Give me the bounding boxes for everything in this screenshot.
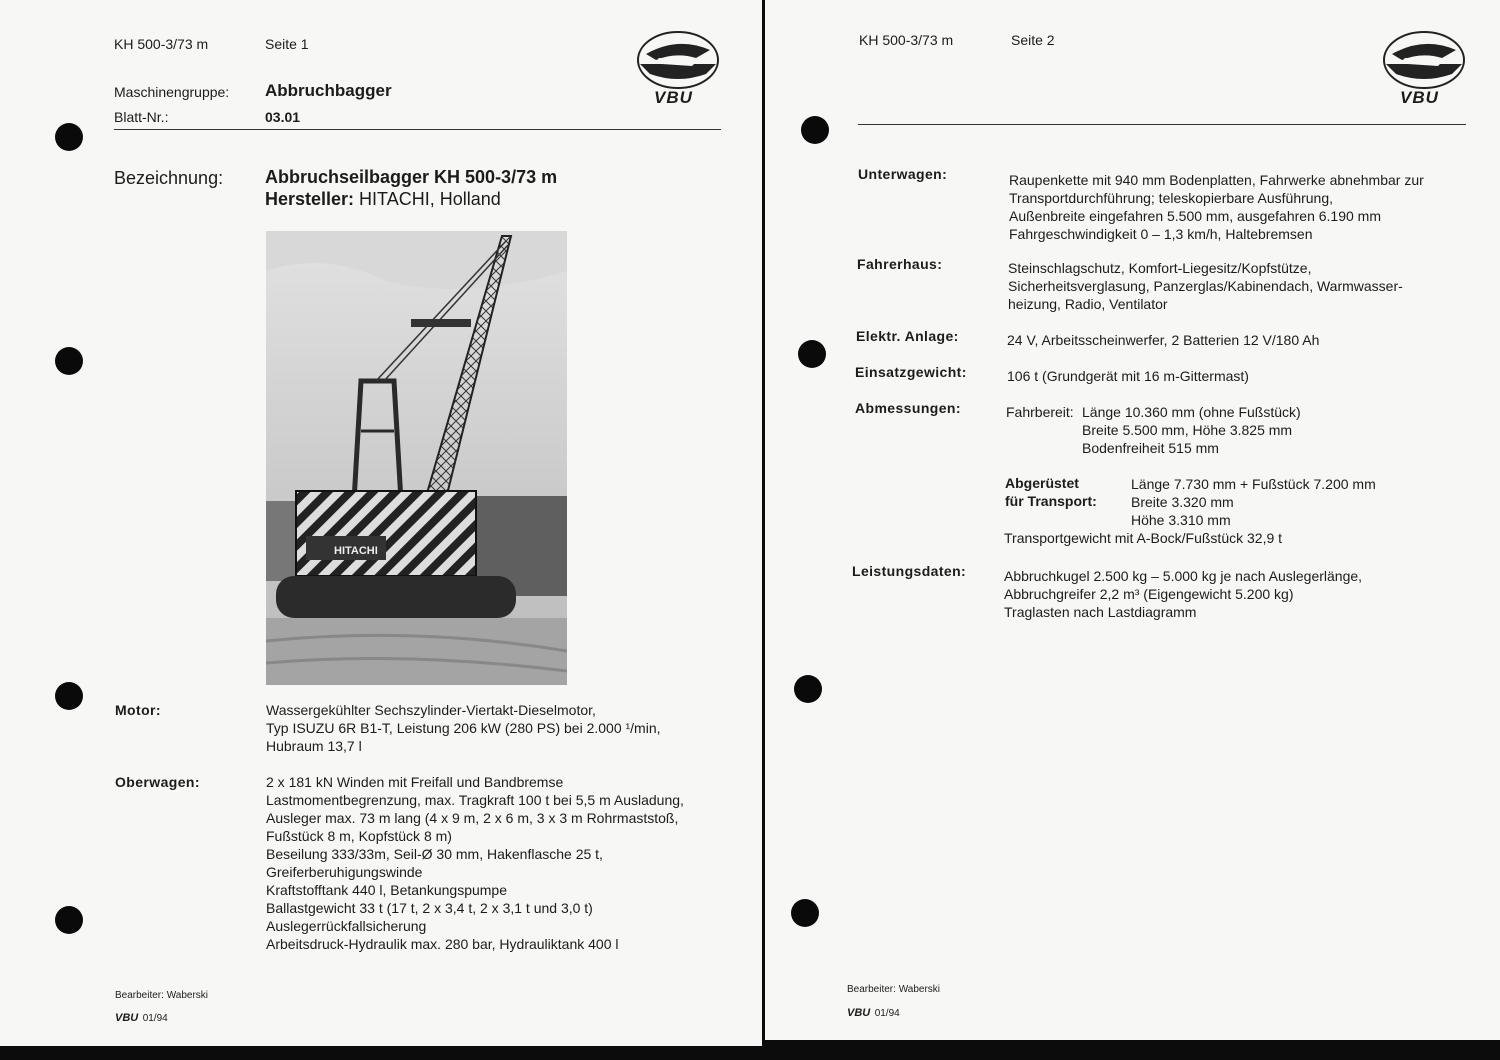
footer-date: 01/94 bbox=[142, 1013, 168, 1024]
group-label: Maschinengruppe: bbox=[114, 84, 230, 100]
punch-hole bbox=[791, 899, 819, 927]
punch-hole bbox=[798, 340, 826, 368]
weight-value: 106 t (Grundgerät mit 16 m-Gittermast) bbox=[1007, 368, 1249, 384]
editor-note: Bearbeiter: Waberski bbox=[847, 984, 940, 995]
punch-hole bbox=[801, 116, 829, 144]
vbu-logo-text: VBU bbox=[654, 88, 693, 107]
transport-line: Breite 3.320 mm bbox=[1131, 494, 1234, 510]
footer bbox=[115, 1008, 168, 1026]
transport-label bbox=[1005, 474, 1097, 510]
perf-line: Abbruchkugel 2.500 kg – 5.000 kg je nach Auslegerlänge, bbox=[1004, 568, 1363, 584]
sheet-label: Blatt-Nr.: bbox=[114, 109, 169, 125]
motor-line: Wassergekühlter Sechszylinder-Viertakt-Dieselmotor, bbox=[266, 702, 596, 718]
undercarriage-line: Außenbreite eingefahren 5.500 mm, ausgefahren 6.190 mm bbox=[1009, 208, 1382, 224]
motor-text bbox=[266, 701, 661, 755]
model-header: KH 500-3/73 m bbox=[859, 32, 954, 48]
footer-brand: VBU bbox=[847, 1007, 871, 1019]
sheet-value: 03.01 bbox=[265, 109, 301, 125]
footer bbox=[847, 1003, 900, 1021]
upper-line: Auslegerrückfallsicherung bbox=[266, 918, 427, 934]
cab-line: Sicherheitsverglasung, Panzerglas/Kabinendach, Warmwasser- bbox=[1008, 278, 1403, 294]
undercarriage-line: Transportdurchführung; teleskopierbare Ausführung, bbox=[1009, 190, 1334, 206]
undercarriage-text bbox=[1009, 171, 1424, 243]
group-value: Abbruchbagger bbox=[265, 81, 392, 100]
upper-line: Ausleger max. 73 m lang (4 x 9 m, 2 x 6 m, 3 x 3 m Rohrmaststoß, bbox=[266, 810, 679, 826]
ready-line: Bodenfreiheit 515 mm bbox=[1082, 440, 1219, 456]
hitachi-label: HITACHI bbox=[334, 545, 378, 557]
punch-hole bbox=[55, 682, 83, 710]
manufacturer-value: HITACHI, Holland bbox=[354, 189, 501, 209]
punch-hole bbox=[55, 906, 83, 934]
perf-text bbox=[1004, 567, 1362, 621]
crane-illustration bbox=[266, 231, 567, 685]
upper-text bbox=[266, 773, 684, 953]
perf-line: Traglasten nach Lastdiagramm bbox=[1004, 604, 1197, 620]
electric-value: 24 V, Arbeitsscheinwerfer, 2 Batterien 12 V/180 Ah bbox=[1007, 332, 1320, 348]
manufacturer-label: Hersteller: bbox=[265, 189, 355, 209]
undercarriage-line: Raupenkette mit 940 mm Bodenplatten, Fahrwerke abnehmbar zur bbox=[1009, 172, 1424, 188]
punch-hole bbox=[794, 675, 822, 703]
undercarriage-line: Fahrgeschwindigkeit 0 – 1,3 km/h, Haltebremsen bbox=[1009, 226, 1313, 242]
transport-label-line: für Transport: bbox=[1005, 493, 1097, 509]
weight-label: Einsatzgewicht: bbox=[855, 364, 967, 380]
motor-label: Motor: bbox=[115, 702, 161, 718]
undercarriage-label: Unterwagen: bbox=[858, 166, 948, 182]
ready-line: Länge 10.360 mm (ohne Fußstück) bbox=[1082, 404, 1301, 420]
transport-line: Länge 7.730 mm + Fußstück 7.200 mm bbox=[1131, 476, 1376, 492]
transport-line: Höhe 3.310 mm bbox=[1131, 512, 1231, 528]
transport-text bbox=[1131, 475, 1376, 529]
transport-label-line: Abgerüstet bbox=[1005, 475, 1079, 491]
upper-line: Greiferberuhigungswinde bbox=[266, 864, 423, 880]
motor-line: Hubraum 13,7 l bbox=[266, 738, 362, 754]
page-number: Seite 2 bbox=[1011, 32, 1055, 48]
designation-label: Bezeichnung: bbox=[114, 168, 224, 188]
cab-label: Fahrerhaus: bbox=[857, 256, 943, 272]
footer-date: 01/94 bbox=[874, 1008, 900, 1019]
upper-line: 2 x 181 kN Winden mit Freifall und Bandbremse bbox=[266, 774, 564, 790]
ready-label: Fahrbereit: bbox=[1006, 404, 1074, 420]
ready-line: Breite 5.500 mm, Höhe 3.825 mm bbox=[1082, 422, 1293, 438]
manufacturer-line bbox=[265, 189, 501, 210]
cab-line: Steinschlagschutz, Komfort-Liegesitz/Kopfstütze, bbox=[1008, 260, 1312, 276]
punch-hole bbox=[55, 123, 83, 151]
upper-line: Fußstück 8 m, Kopfstück 8 m) bbox=[266, 828, 452, 844]
upper-line: Ballastgewicht 33 t (17 t, 2 x 3,4 t, 2 x 3,1 t und 3,0 t) bbox=[266, 900, 593, 916]
perf-line: Abbruchgreifer 2,2 m³ (Eigengewicht 5.200 kg) bbox=[1004, 586, 1294, 602]
ready-text bbox=[1082, 403, 1301, 457]
upper-line: Lastmomentbegrenzung, max. Tragkraft 100 t bei 5,5 m Ausladung, bbox=[266, 792, 684, 808]
upper-line: Beseilung 333/33m, Seil-Ø 30 mm, Hakenflasche 25 t, bbox=[266, 846, 603, 862]
electric-label: Elektr. Anlage: bbox=[856, 328, 959, 344]
dims-label: Abmessungen: bbox=[855, 400, 961, 416]
upper-line: Arbeitsdruck-Hydraulik max. 280 bar, Hydrauliktank 400 l bbox=[266, 936, 619, 952]
header-rule bbox=[858, 124, 1466, 125]
vbu-logo-icon bbox=[1382, 30, 1466, 90]
cab-text bbox=[1008, 259, 1403, 313]
crane-photo bbox=[266, 231, 567, 685]
cab-line: heizung, Radio, Ventilator bbox=[1008, 296, 1168, 312]
upper-label: Oberwagen: bbox=[115, 774, 200, 790]
datasheet-page-2 bbox=[765, 0, 1500, 1040]
page-number: Seite 1 bbox=[265, 36, 309, 52]
footer-brand: VBU bbox=[115, 1012, 139, 1024]
model-header: KH 500-3/73 m bbox=[114, 36, 209, 52]
perf-label: Leistungsdaten: bbox=[852, 563, 967, 579]
vbu-logo-text: VBU bbox=[1400, 88, 1439, 107]
punch-hole bbox=[55, 347, 83, 375]
header-rule bbox=[114, 129, 721, 130]
transport-weight: Transportgewicht mit A-Bock/Fußstück 32,9 t bbox=[1004, 530, 1283, 546]
editor-note: Bearbeiter: Waberski bbox=[115, 990, 208, 1001]
motor-line: Typ ISUZU 6R B1-T, Leistung 206 kW (280 PS) bei 2.000 ¹/min, bbox=[266, 720, 661, 736]
designation-value: Abbruchseilbagger KH 500-3/73 m bbox=[265, 167, 558, 187]
upper-line: Kraftstofftank 440 l, Betankungspumpe bbox=[266, 882, 508, 898]
vbu-logo-icon bbox=[636, 30, 720, 90]
